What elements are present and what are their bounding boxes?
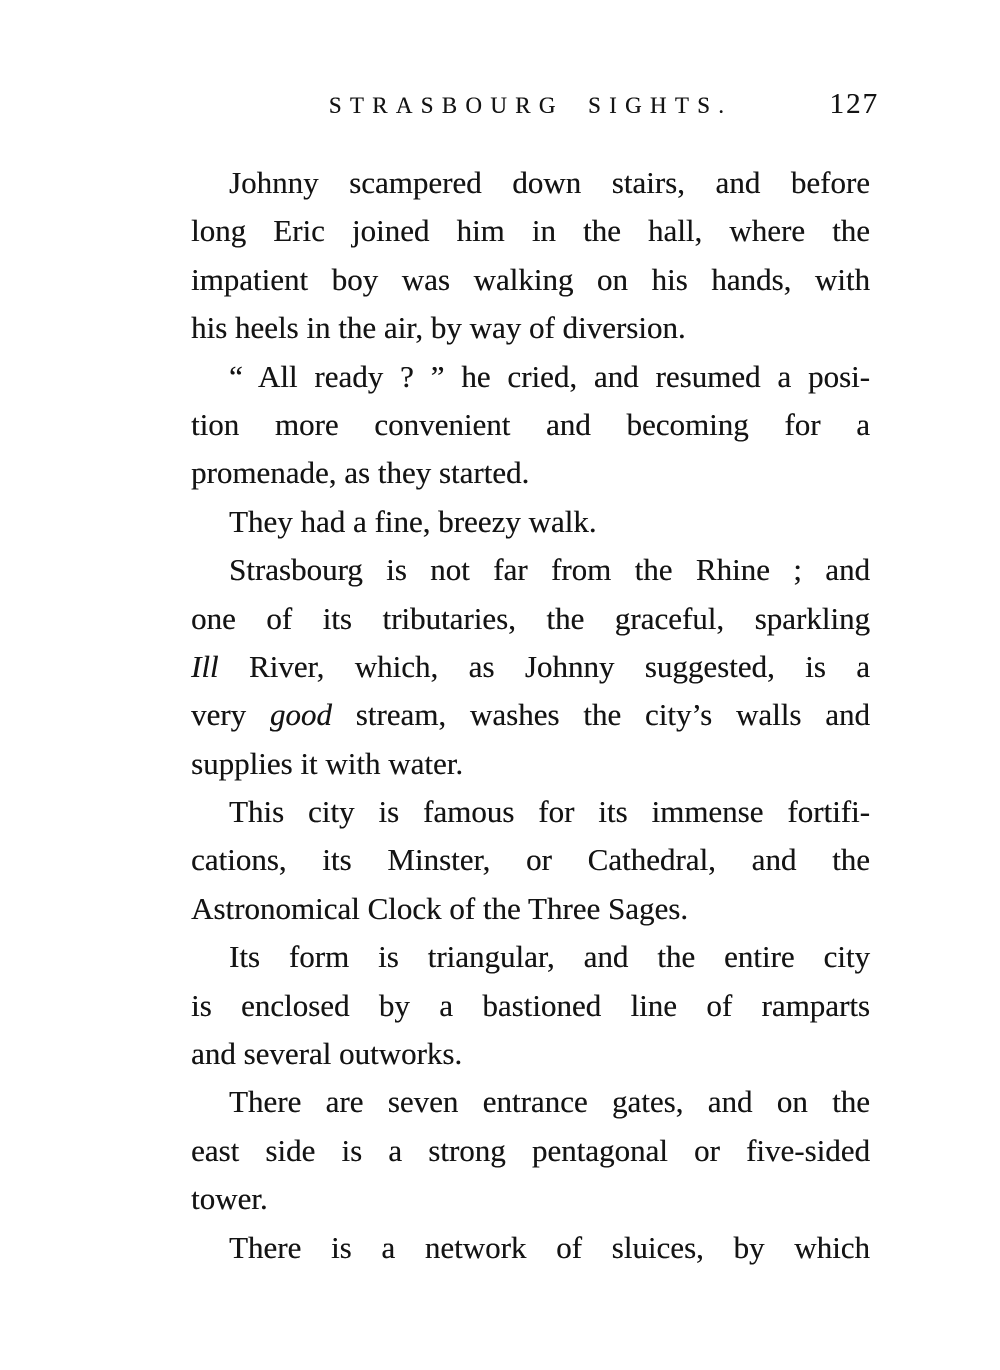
text-line (191, 353, 870, 401)
text-line (191, 933, 870, 981)
text-segment: supplies it with water. (191, 745, 464, 781)
paragraph (191, 353, 870, 498)
page-number: 127 (829, 88, 879, 120)
text-segment: “ All ready ? ” he cried, and resumed a posi- (229, 358, 870, 394)
text-segment: Astronomical Clock of the Three Sages. (191, 890, 689, 926)
paragraph (191, 159, 870, 353)
text-line (191, 595, 870, 643)
text-segment: promenade, as they started. (191, 455, 530, 491)
text-segment: Its form is triangular, and the entire city (229, 939, 870, 975)
text-line (191, 401, 870, 449)
text-line (191, 159, 870, 207)
text-line (191, 207, 870, 255)
text-segment: one of its tributaries, the graceful, sparkling (191, 600, 870, 636)
paragraph (191, 1224, 870, 1272)
text-segment: There are seven entrance gates, and on the (229, 1084, 870, 1120)
paragraph (191, 546, 870, 788)
text-segment: Johnny scampered down stairs, and before (229, 165, 870, 200)
text-segment: tower. (191, 1181, 268, 1217)
text-segment: and several outworks. (191, 1036, 463, 1072)
paragraph (191, 788, 870, 933)
text-line (191, 1127, 870, 1175)
text-line (191, 546, 870, 594)
paragraph (191, 498, 870, 546)
text-segment: impatient boy was walking on his hands, with (191, 261, 870, 297)
text-line (191, 304, 870, 352)
text-line (191, 1175, 870, 1223)
italic-text-segment: Ill (191, 648, 219, 684)
text-line (191, 1078, 870, 1126)
text-line (191, 788, 870, 836)
text-segment: River, which, as Johnny suggested, is a (218, 648, 870, 684)
text-segment: very (191, 697, 270, 733)
text-segment: his heels in the air, by way of diversion. (191, 310, 686, 346)
text-line (191, 1224, 870, 1272)
text-line (191, 982, 870, 1030)
text-segment: cations, its Minster, or Cathedral, and the (191, 842, 870, 878)
text-line (191, 1030, 870, 1078)
text-line (191, 740, 870, 788)
text-segment: east side is a strong pentagonal or five-sided (191, 1132, 870, 1168)
text-segment: They had a fine, breezy walk. (229, 503, 597, 539)
text-segment: This city is famous for its immense fortifi- (229, 794, 870, 830)
text-line (191, 498, 870, 546)
text-segment: Strasbourg is not far from the Rhine ; and (229, 552, 870, 588)
text-segment: tion more convenient and becoming for a (191, 406, 870, 442)
paragraph (191, 1078, 870, 1223)
text-segment: There is a network of sluices, by which (229, 1229, 870, 1265)
italic-text-segment: good (269, 697, 332, 733)
text-line (191, 449, 870, 497)
text-segment: stream, washes the city’s walls and (331, 697, 870, 733)
running-head-title: STRASBOURG SIGHTS. (328, 93, 733, 118)
text-line (191, 691, 870, 739)
body-text-block (191, 159, 870, 1272)
text-segment: is enclosed by a bastioned line of ramparts (191, 987, 870, 1023)
text-line (191, 643, 870, 691)
text-line (191, 256, 870, 304)
text-line (191, 836, 870, 884)
paragraph (191, 933, 870, 1078)
text-line (191, 885, 870, 933)
text-segment: long Eric joined him in the hall, where the (191, 213, 870, 249)
